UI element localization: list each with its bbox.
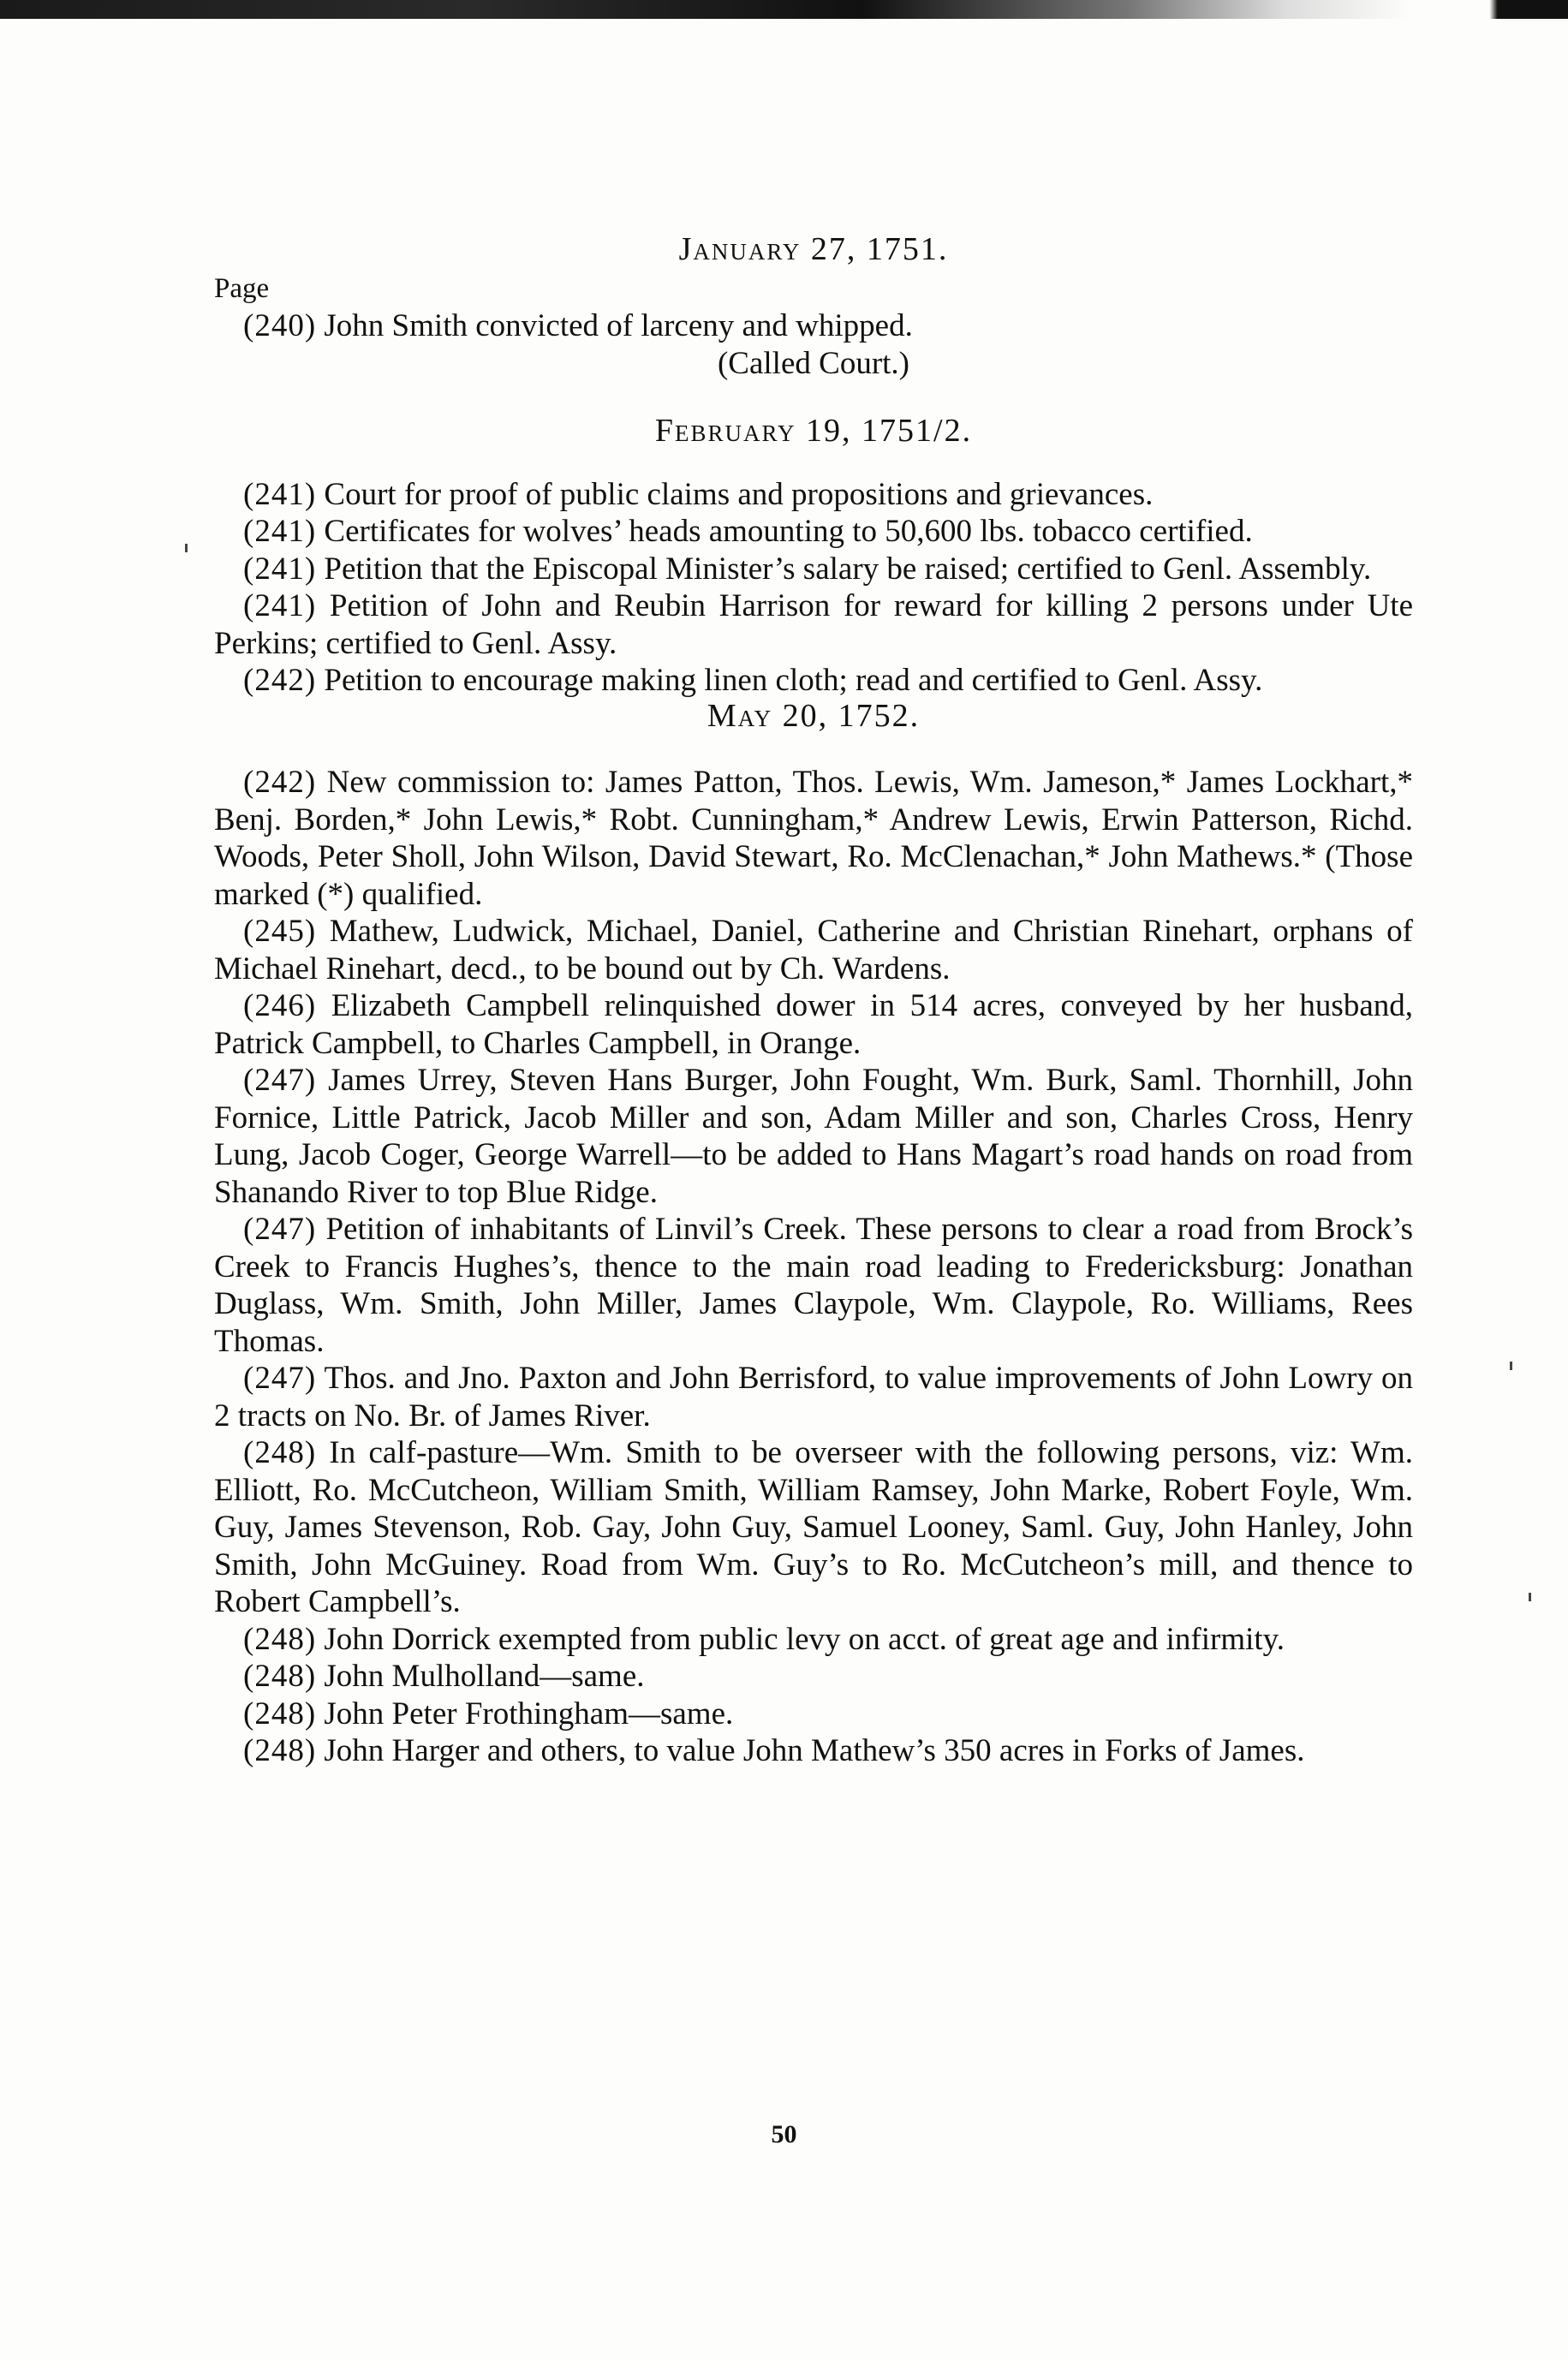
entry-page-ref: (242) bbox=[243, 765, 317, 800]
entry-text: John Mulholland—same. bbox=[324, 1659, 645, 1694]
entry-text: James Urrey, Steven Hans Burger, John Fought, Wm. Burk, Saml. Thornhill, John Fornice, Little Patrick, Jacob Miller and son, Adam Miller and son, Charles Cross, Henry Lung, Jacob Coger, George Warrell—to be added to Hans Magart’s road hands on road from Shanando River to top Blue Ridge. bbox=[214, 1063, 1414, 1210]
entry-page-ref: (241) bbox=[243, 476, 317, 512]
document-page bbox=[214, 231, 1413, 1770]
page-column-label: Page bbox=[214, 272, 270, 304]
february-entries bbox=[214, 476, 1413, 700]
record-entry bbox=[214, 551, 1413, 588]
record-entry bbox=[214, 987, 1413, 1062]
record-entry bbox=[214, 513, 1413, 551]
entry-text: Thos. and Jno. Paxton and John Berrisford, to value improvements of John Lowry on 2 tracts on No. Br. of James River. bbox=[214, 1361, 1413, 1433]
record-entry bbox=[214, 764, 1413, 913]
entry-page-ref: (245) bbox=[243, 914, 317, 949]
record-entry bbox=[214, 913, 1413, 987]
record-entry bbox=[214, 307, 1413, 345]
record-entry bbox=[214, 1211, 1413, 1360]
entry-text: Petition of inhabitants of Linvil’s Creek. These persons to clear a road from Brock’s Creek to Francis Hughes’s, thence to the main road leading to Fredericksburg: Jonathan Duglass, Wm. Smith, John Miller, James Claypole, Wm. Claypole, Ro. Williams, Rees Thomas. bbox=[214, 1212, 1413, 1359]
record-entry bbox=[214, 1658, 1413, 1696]
date-heading-may: May 20, 1752. bbox=[706, 697, 921, 734]
scan-speck bbox=[1529, 1593, 1531, 1601]
record-entry bbox=[214, 1696, 1413, 1733]
entry-page-ref: (248) bbox=[243, 1621, 317, 1657]
entry-page-ref: (248) bbox=[243, 1733, 317, 1768]
entry-page-ref: (246) bbox=[243, 988, 317, 1023]
entry-text: Court for proof of public claims and propositions and grievances. bbox=[324, 476, 1154, 512]
scan-speck bbox=[185, 544, 188, 552]
entry-text: John Harger and others, to value John Mathew’s 350 acres in Forks of James. bbox=[324, 1733, 1305, 1768]
entry-text: New commission to: James Patton, Thos. Lewis, Wm. Jameson,* James Lockhart,* Benj. Borden,* John Lewis,* Robt. Cunningham,* Andrew Lewis, Erwin Patterson, Richd. Woods, Peter Sholl, John Wilson, David Stewart, Ro. McClenachan,* John Mathews.* (Those marked (*) qualified. bbox=[214, 765, 1413, 912]
called-court-note: (Called Court.) bbox=[717, 345, 909, 381]
record-entry bbox=[214, 1434, 1413, 1621]
entry-page-ref: (247) bbox=[243, 1212, 317, 1247]
record-entry bbox=[214, 476, 1413, 514]
january-entries bbox=[214, 307, 1413, 345]
may-entries bbox=[214, 764, 1413, 1770]
scan-speck bbox=[1510, 1362, 1512, 1370]
entry-page-ref: (240) bbox=[243, 308, 317, 343]
date-heading-january: January 27, 1751. bbox=[678, 231, 949, 267]
entry-page-ref: (248) bbox=[243, 1696, 317, 1731]
entry-page-ref: (248) bbox=[243, 1435, 317, 1470]
record-entry bbox=[214, 662, 1413, 700]
record-entry bbox=[214, 1732, 1413, 1770]
entry-text: John Peter Frothingham—same. bbox=[324, 1696, 734, 1731]
entry-page-ref: (241) bbox=[243, 551, 317, 587]
entry-text: Petition that the Episcopal Minister’s salary be raised; certified to Genl. Assembly. bbox=[324, 551, 1372, 587]
record-entry bbox=[214, 1621, 1413, 1659]
entry-page-ref: (247) bbox=[243, 1361, 317, 1396]
date-heading-february: February 19, 1751/2. bbox=[654, 413, 973, 449]
entry-text: John Smith convicted of larceny and whipped. bbox=[324, 308, 913, 343]
page-number: 50 bbox=[771, 2120, 797, 2148]
entry-text: Petition of John and Reubin Harrison for reward for killing 2 persons under Ute Perkins; certified to Genl. Assy. bbox=[214, 588, 1413, 661]
entry-page-ref: (242) bbox=[243, 663, 317, 698]
entry-text: John Dorrick exempted from public levy on acct. of great age and infirmity. bbox=[324, 1621, 1285, 1657]
record-entry bbox=[214, 1062, 1413, 1211]
entry-page-ref: (241) bbox=[243, 588, 317, 623]
entry-page-ref: (241) bbox=[243, 514, 317, 549]
entry-text: Mathew, Ludwick, Michael, Daniel, Catherine and Christian Rinehart, orphans of Michael Rinehart, decd., to be bound out by Ch. Wardens. bbox=[214, 914, 1413, 986]
scan-edge-band bbox=[0, 0, 1568, 19]
record-entry bbox=[214, 587, 1413, 662]
record-entry bbox=[214, 1360, 1413, 1434]
entry-text: Petition to encourage making linen cloth; read and certified to Genl. Assy. bbox=[324, 663, 1263, 698]
entry-text: In calf-pasture—Wm. Smith to be overseer with the following persons, viz: Wm. Elliott, Ro. McCutcheon, William Smith, William Ramsey, John Marke, Robert Foyle, Wm. Guy, James Stevenson, Rob. Gay, John Guy, Samuel Looney, Saml. Guy, John Hanley, John Smith, John McGuiney. Road from Wm. Guy’s to Ro. McCutcheon’s mill, and thence to Robert Campbell’s. bbox=[214, 1435, 1414, 1619]
entry-page-ref: (247) bbox=[243, 1063, 317, 1098]
entry-page-ref: (248) bbox=[243, 1659, 317, 1694]
entry-text: Certificates for wolves’ heads amounting to 50,600 lbs. tobacco certified. bbox=[324, 514, 1253, 549]
entry-text: Elizabeth Campbell relinquished dower in 514 acres, conveyed by her husband, Patrick Campbell, to Charles Campbell, in Orange. bbox=[214, 988, 1413, 1061]
